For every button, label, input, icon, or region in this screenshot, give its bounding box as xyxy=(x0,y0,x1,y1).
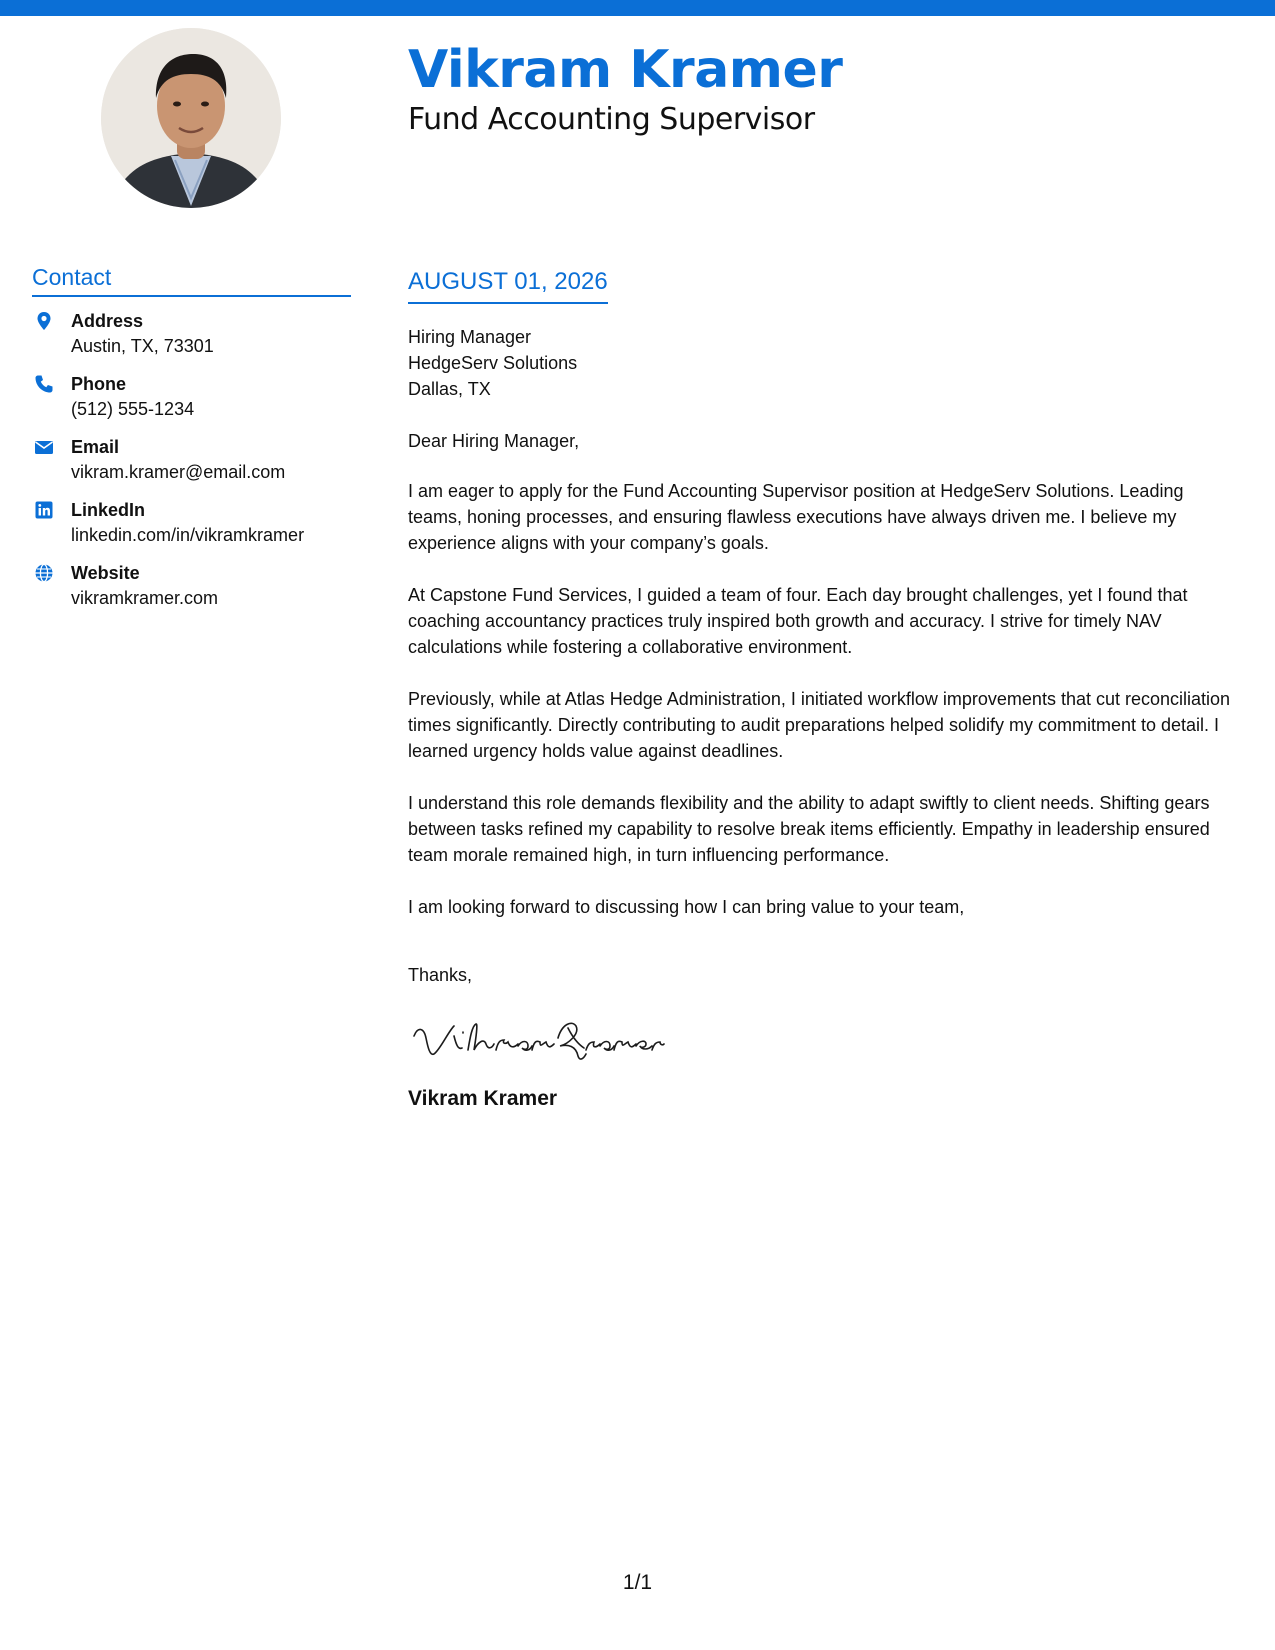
globe-icon xyxy=(34,563,54,583)
page-number: 1/1 xyxy=(622,1571,653,1594)
recipient-line: HedgeServ Solutions xyxy=(408,353,578,373)
contact-label: Email xyxy=(71,437,120,457)
contact-heading: Contact xyxy=(32,264,351,297)
contact-value[interactable]: linkedin.com/in/vikramkramer xyxy=(71,525,305,545)
contact-phone xyxy=(32,372,351,422)
top-accent-bar xyxy=(0,0,1275,16)
recipient-line: Dallas, TX xyxy=(408,379,491,399)
recipient-line: Hiring Manager xyxy=(408,327,532,347)
contact-email xyxy=(32,435,351,485)
location-pin-icon xyxy=(34,311,54,331)
letter-paragraph: I am eager to apply for the Fund Accounting Supervisor position at HedgeServ Solutions. Leading teams, honing processes, and ensuring flawless executions have always driven me. I believe my experience aligns with your company’s goals. xyxy=(408,481,1184,553)
applicant-name: Vikram Kramer xyxy=(408,40,843,100)
job-title: Fund Accounting Supervisor xyxy=(408,102,815,137)
linkedin-icon xyxy=(34,500,54,520)
contact-value[interactable]: vikramkramer.com xyxy=(71,588,219,608)
profile-photo xyxy=(101,28,281,208)
contact-label: Address xyxy=(71,311,144,331)
email-icon xyxy=(34,437,54,457)
phone-icon xyxy=(34,374,54,394)
contact-label: Phone xyxy=(71,374,127,394)
contact-value: Austin, TX, 73301 xyxy=(71,336,214,356)
contact-value[interactable]: vikram.kramer@email.com xyxy=(71,462,286,482)
contact-label: Website xyxy=(71,563,140,583)
handwritten-signature xyxy=(408,1014,668,1069)
recipient-block xyxy=(408,324,1238,402)
salutation: Dear Hiring Manager, xyxy=(408,431,580,451)
signed-name: Vikram Kramer xyxy=(408,1087,558,1110)
sign-off: Thanks, xyxy=(408,965,473,985)
contact-linkedin xyxy=(32,498,351,548)
contact-address xyxy=(32,309,351,359)
contact-label: LinkedIn xyxy=(71,500,146,520)
closing-line: I am looking forward to discussing how I can bring value to your team, xyxy=(408,897,965,917)
letter-paragraph: At Capstone Fund Services, I guided a team of four. Each day brought challenges, yet I found that coaching accountancy practices truly inspired both growth and accuracy. I strive for timely NAV calculations while fostering a collaborative environment. xyxy=(408,585,1188,657)
contact-website xyxy=(32,561,351,611)
letter-date: AUGUST 01, 2026 xyxy=(408,268,608,304)
letter-paragraph: I understand this role demands flexibility and the ability to adapt swiftly to client needs. Shifting gears between tasks refined my capability to resolve break items efficiently. Empathy in leadership ensured team morale remained high, in turn influencing performance. xyxy=(408,793,1210,865)
letter-body xyxy=(408,268,1238,1111)
contact-value: (512) 555-1234 xyxy=(71,399,195,419)
contact-sidebar xyxy=(32,264,351,624)
letter-paragraph: Previously, while at Atlas Hedge Administration, I initiated workflow improvements that cut reconciliation times significantly. Directly contributing to audit preparations helped solidify my commitment to detail. I learned urgency holds value against deadlines. xyxy=(408,689,1231,761)
